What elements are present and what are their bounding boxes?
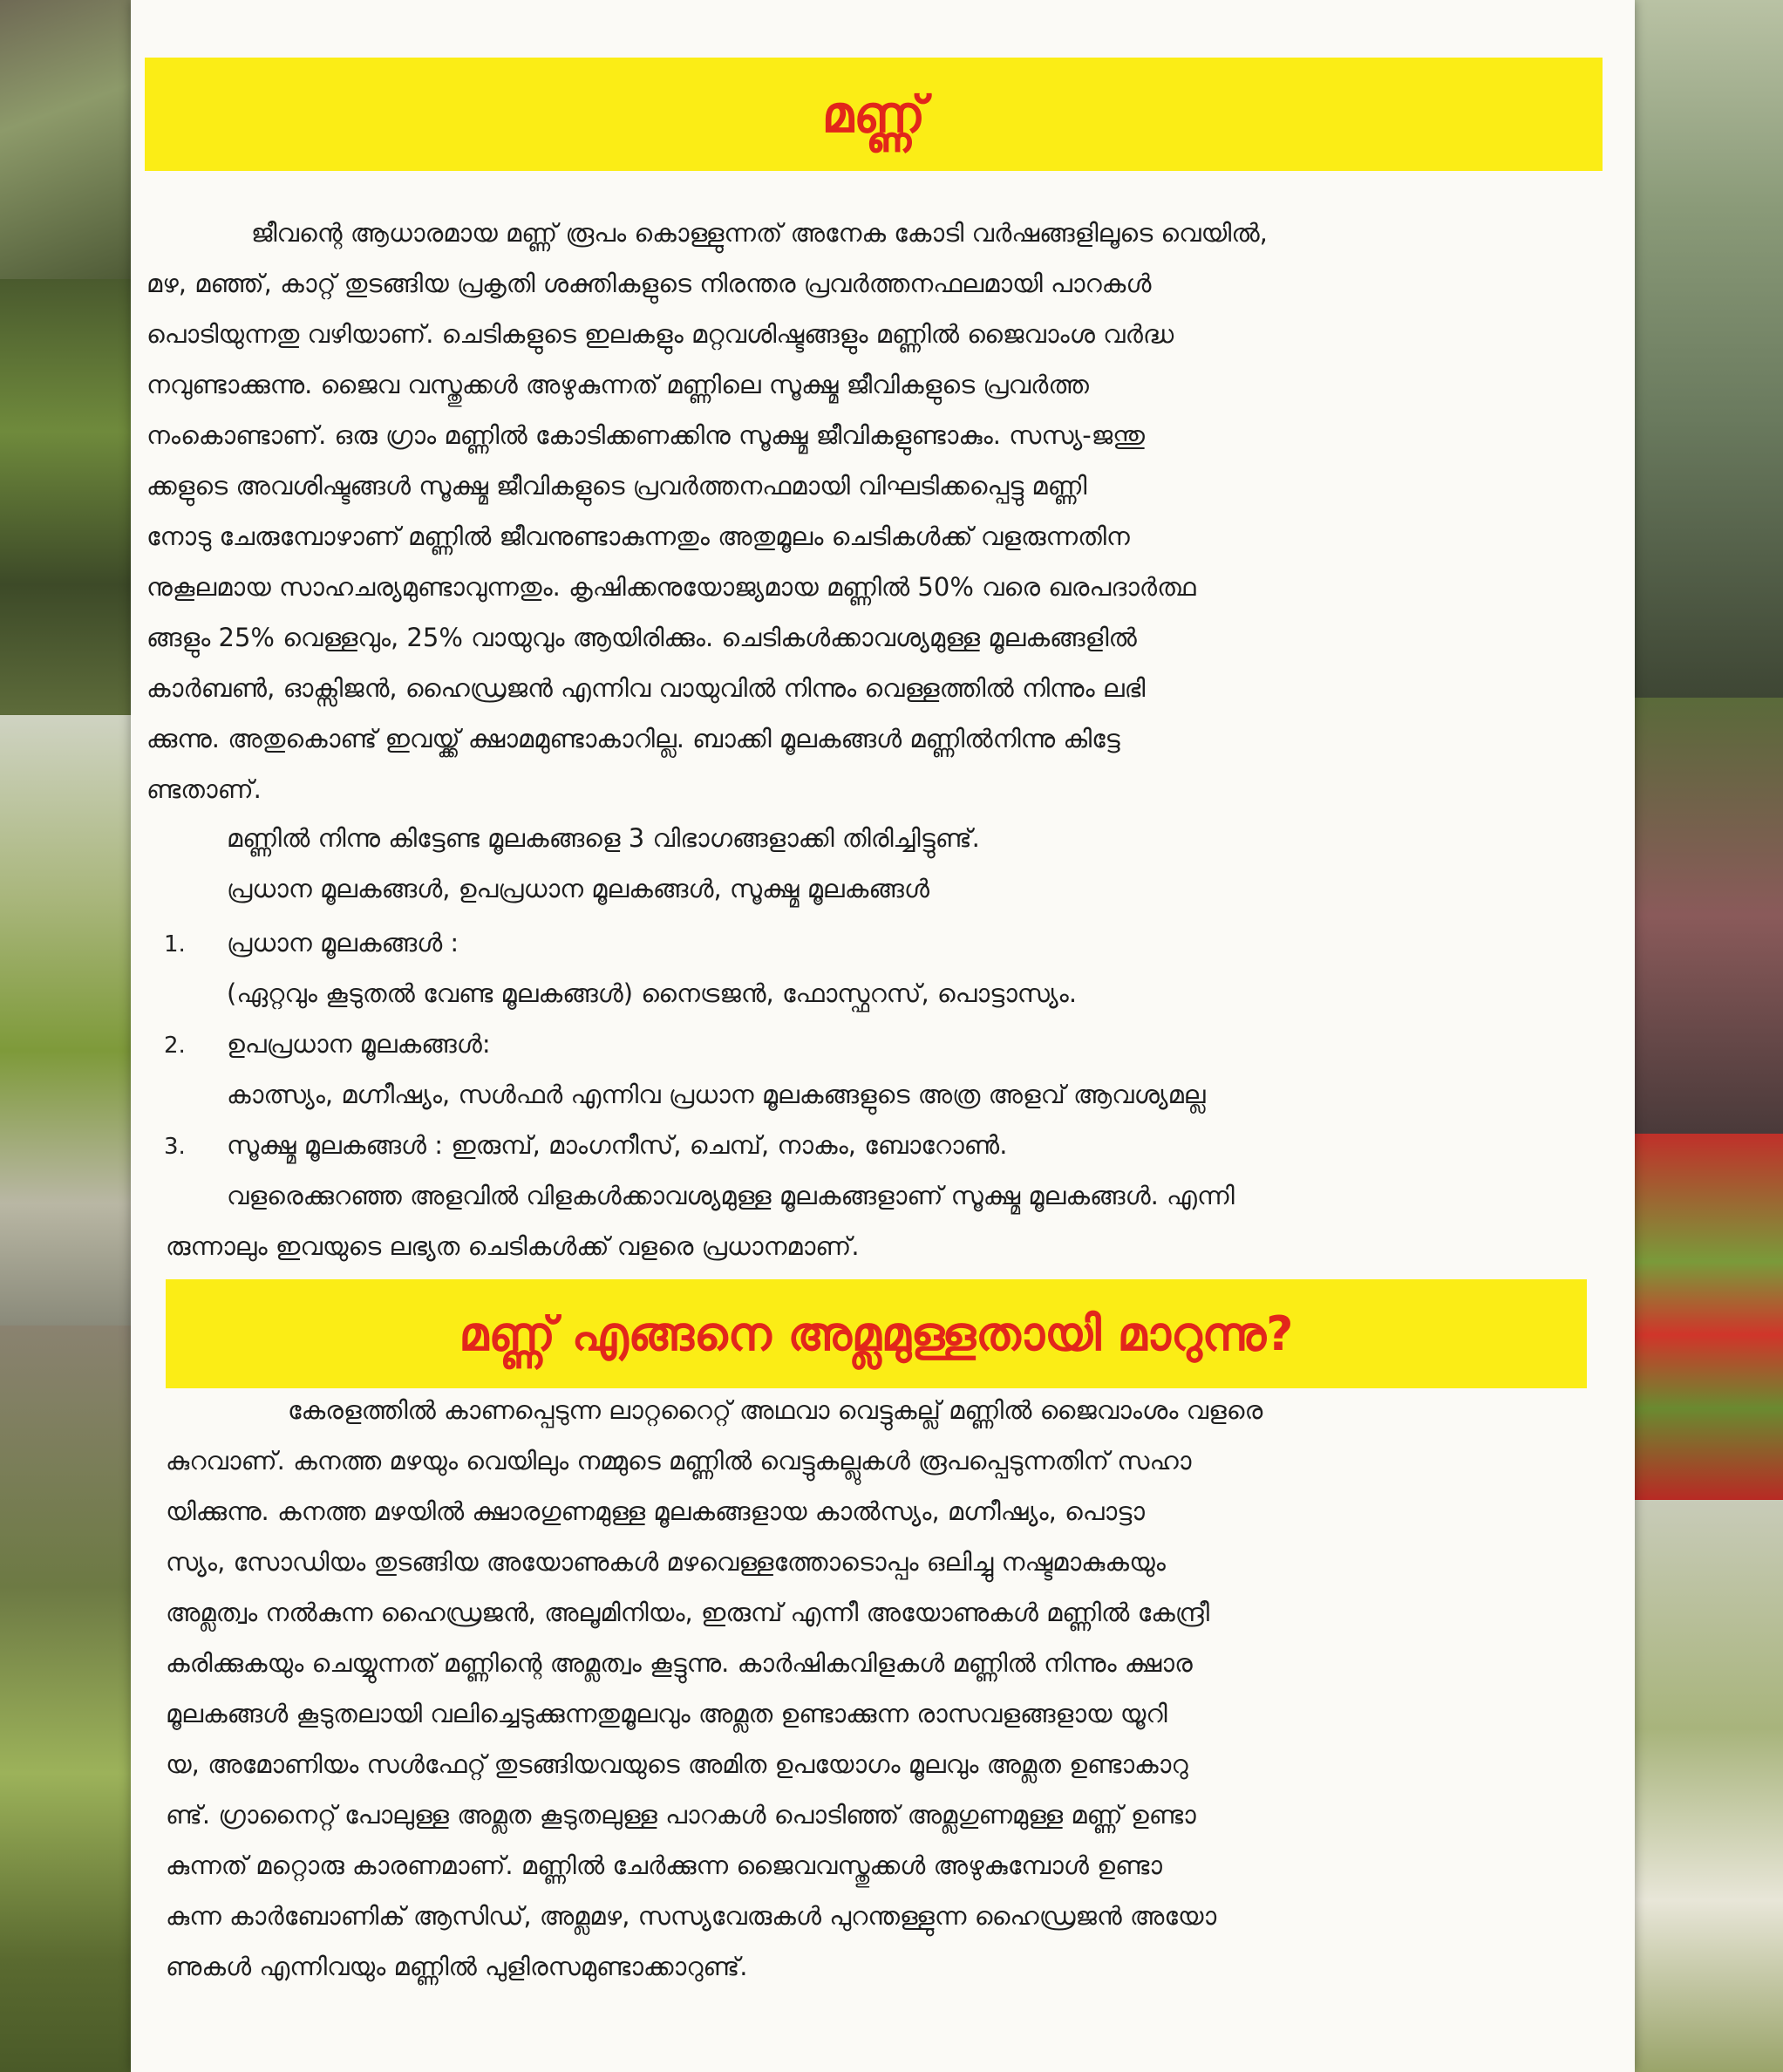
text-line: ങ്ങളും 25% വെള്ളവും, 25% വായുവും ആയിരിക്കും. ചെടികൾക്കാവശ്യമുള്ള മൂലകങ്ങളിൽ — [146, 623, 1137, 652]
text-line: ണ്ട്. ഗ്രാനൈറ്റ് പോലുള്ള അമ്ലത കൂടുതലുള്ള പാറകൾ പൊടിഞ്ഞ് അമ്ലഗുണമുള്ള മണ്ണ് ഉണ്ടാ — [166, 1800, 1196, 1830]
text-line: യ, അമോണിയം സൾഫേറ്റ് തുടങ്ങിയവയുടെ അമിത ഉപയോഗം മൂലവും അമ്ലത ഉണ്ടാകാറു — [166, 1749, 1188, 1779]
text-line: നവുണ്ടാക്കുന്നു. ജൈവ വസ്തുക്കൾ അഴുകുന്നത് മണ്ണിലെ സൂക്ഷ്മ ജീവികളുടെ പ്രവർത്ത — [146, 370, 1089, 399]
text-line: ണുകൾ എന്നിവയും മണ്ണിൽ പുളിരസമുണ്ടാക്കാറുണ്ട്. — [166, 1952, 748, 1981]
acidity-paragraph — [166, 1385, 1604, 1992]
heading-acidity: മണ്ണ് എങ്ങനെ അമ്ലമുള്ളതായി മാറുന്നു? — [459, 1306, 1294, 1361]
list-item-title: ഉപപ്രധാന മൂലകങ്ങൾ: — [227, 1029, 491, 1059]
heading-banner-soil — [145, 58, 1603, 171]
text-line: പൊടിയുന്നതു വഴിയാണ്. ചെടികളുടെ ഇലകളും മറ്റവശിഷ്ടങ്ങളും മണ്ണിൽ ജൈവാംശ വർദ്ധ — [146, 319, 1174, 349]
categories-line: പ്രധാന മൂലകങ്ങൾ, ഉപപ്രധാന മൂലകങ്ങൾ, സൂക്ഷ്മ മൂലകങ്ങൾ — [227, 874, 929, 903]
text-line: കരിക്കുകയും ചെയ്യുന്നത് മണ്ണിന്റെ അമ്ലത്വം കൂട്ടുന്നു. കാർഷികവിളകൾ മണ്ണിൽ നിന്നും ക്ഷാര — [166, 1648, 1193, 1678]
text-line: കാർബൺ, ഓക്സിജൻ, ഹൈഡ്രജൻ എന്നിവ വായുവിൽ നിന്നും വെള്ളത്തിൽ നിന്നും ലഭി — [146, 673, 1146, 703]
text-line: ണ്ടതാണ്. — [146, 774, 262, 804]
text-line: കേരളത്തിൽ കാണപ്പെടുന്ന ലാറ്ററൈറ്റ് അഥവാ വെട്ടുകല്ല് മണ്ണിൽ ജൈവാംശം വളരെ — [288, 1395, 1263, 1425]
text-line: കുന്നത് മറ്റൊരു കാരണമാണ്. മണ്ണിൽ ചേർക്കുന്ന ജൈവവസ്തുക്കൾ അഴുകുമ്പോൾ ഉണ്ടാ — [166, 1850, 1162, 1880]
list-item-title: പ്രധാന മൂലകങ്ങൾ : — [227, 928, 459, 958]
text-line: രുന്നാലും ഇവയുടെ ലഭ്യത ചെടികൾക്ക് വളരെ പ്രധാനമാണ്. — [166, 1231, 860, 1261]
list-item-detail: കാത്സ്യം, മഗ്നീഷ്യം, സൾഫർ എന്നിവ പ്രധാന മൂലകങ്ങളുടെ അത്ര അളവ് ആവശ്യമല്ല — [227, 1080, 1206, 1109]
tomato-plant-photo — [0, 1326, 140, 2072]
text-line: നുകൂലമായ സാഹചര്യമുണ്ടാവുന്നതും. കൃഷിക്കനുയോജ്യമായ മണ്ണിൽ 50% വരെ ഖരപദാർത്ഥ — [146, 572, 1196, 602]
text-line: കുറവാണ്. കനത്ത മഴയും വെയിലും നമ്മുടെ മണ്ണിൽ വെട്ടുകല്ലുകൾ രൂപപ്പെടുന്നതിന് സഹാ — [166, 1446, 1192, 1476]
text-line: സ്യം, സോഡിയം തുടങ്ങിയ അയോണുകൾ മഴവെള്ളത്തോടൊപ്പം ഒലിച്ചു നഷ്ടമാകുകയും — [166, 1547, 1166, 1577]
text-line: മഴ, മഞ്ഞ്, കാറ്റ് തുടങ്ങിയ പ്രകൃതി ശക്തികളുടെ നിരന്തര പ്രവർത്തനഫലമായി പാറകൾ — [146, 269, 1152, 298]
heading-banner-acidity — [166, 1279, 1587, 1388]
list-number: 3. — [164, 1134, 186, 1160]
left-plant-photo-strip — [0, 0, 140, 2072]
text-line: ക്കളുടെ അവശിഷ്ടങ്ങൾ സൂക്ഷ്മ ജീവികളുടെ പ്രവർത്തനഫമായി വിഘടിക്കപ്പെട്ടു മണ്ണി — [146, 471, 1087, 501]
list-number: 1. — [164, 931, 186, 958]
text-line: കുന്ന കാർബോണിക് ആസിഡ്, അമ്ലമഴ, സസ്യവേരുകൾ പുറന്തള്ളുന്ന ഹൈഡ്രജൻ അയോ — [166, 1901, 1217, 1931]
pale-plant-photo — [1630, 1500, 1783, 2072]
text-line: നംകൊണ്ടാണ്. ഒരു ഗ്രാം മണ്ണിൽ കോടിക്കണക്കിനു സൂക്ഷ്മ ജീവികളുണ്ടാകും. സസ്യ-ജന്തു — [146, 420, 1145, 450]
text-line: ക്കുന്നു. അതുകൊണ്ട് ഇവയ്ക്ക് ക്ഷാമമുണ്ടാകാറില്ല. ബാക്കി മൂലകങ്ങൾ മണ്ണിൽനിന്നു കിട്ടേ — [146, 724, 1120, 753]
text-line: ജീവന്റെ ആധാരമായ മണ്ണ് രൂപം കൊള്ളുന്നത് അനേക കോടി വർഷങ്ങളിലൂടെ വെയിൽ, — [251, 218, 1268, 248]
list-number: 2. — [164, 1033, 186, 1059]
seedling-photo — [0, 279, 140, 715]
heading-soil: മണ്ണ് — [821, 85, 926, 144]
list-item-detail: (ഏറ്റവും കൂടുതൽ വേണ്ട മൂലകങ്ങൾ) നൈട്രജൻ, ഫോസ്ഫറസ്, പൊട്ടാസ്യം. — [227, 978, 1078, 1008]
classification-line: മണ്ണിൽ നിന്നു കിട്ടേണ്ട മൂലകങ്ങളെ 3 വിഭാഗങ്ങളാക്കി തിരിച്ചിട്ടുണ്ട്. — [227, 823, 980, 853]
right-plant-photo-strip — [1630, 0, 1783, 2072]
red-chilli-photo — [1630, 1134, 1783, 1500]
text-line: യിക്കുന്നു. കനത്ത മഴയിൽ ക്ഷാരഗുണമുള്ള മൂലകങ്ങളായ കാൽസ്യം, മഗ്നീഷ്യം, പൊട്ടാ — [166, 1496, 1145, 1526]
intro-paragraph — [146, 208, 1608, 814]
bean-sprout-photo — [0, 715, 140, 1326]
text-line: വളരെക്കുറഞ്ഞ അളവിൽ വിളകൾക്കാവശ്യമുള്ള മൂലകങ്ങളാണ് സൂക്ഷ്മ മൂലകങ്ങൾ. എന്നി — [227, 1181, 1235, 1210]
list-item-title: സൂക്ഷ്മ മൂലകങ്ങൾ : ഇരുമ്പ്, മാംഗനീസ്, ചെമ്പ്, നാകം, ബോറോൺ. — [227, 1130, 1008, 1160]
document-page — [131, 0, 1635, 2072]
text-line: നോടു ചേരുമ്പോഴാണ് മണ്ണിൽ ജീവനുണ്ടാകുന്നതും അതുമൂലം ചെടികൾക്ക് വളരുന്നതിന — [146, 521, 1130, 551]
red-leaf-photo — [1630, 698, 1783, 1134]
text-line: മൂലകങ്ങൾ കൂടുതലായി വലിച്ചെടുക്കുന്നതുമൂലവും അമ്ലത ഉണ്ടാക്കുന്ന രാസവളങ്ങളായ യൂറി — [166, 1699, 1167, 1728]
text-line: അമ്ലത്വം നൽകുന്ന ഹൈഡ്രജൻ, അലൂമിനിയം, ഇരുമ്പ് എന്നീ അയോണുകൾ മണ്ണിൽ കേന്ദ്രീ — [166, 1598, 1210, 1627]
cabbage-photo — [1630, 0, 1783, 698]
micro-nutrient-note — [166, 1170, 1604, 1271]
garlic-plant-photo — [0, 0, 140, 279]
